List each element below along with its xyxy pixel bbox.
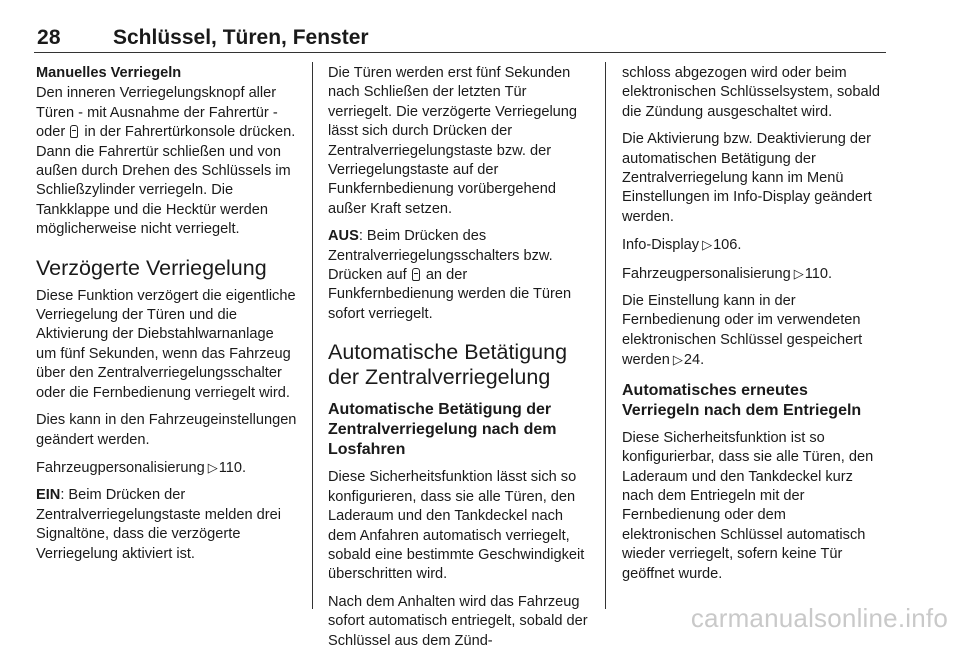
heading-manual-locking: Manuelles Verriegeln xyxy=(36,65,182,81)
paragraph-manual-locking: Den inneren Verriegelungsknopf aller Türen - mit Ausnahme der Fahrertür - oder in der Fahrertürkonsole drücken. Dann die Fahrertür schließen und von außen durch Drehen des Schlüssels im Schließzylinder verriegeln. Die Tankklappe und die Hecktür werden möglicherweise nicht verriegelt. xyxy=(36,85,296,238)
cross-reference-info-display[interactable]: Info-Display ▷106. xyxy=(622,237,742,254)
column-2 xyxy=(328,64,590,659)
page-ref-icon: ▷ xyxy=(702,237,713,253)
lock-key-icon xyxy=(70,125,78,138)
page-ref-icon: ▷ xyxy=(672,352,683,368)
subheading-locking-after-driving: Automatische Betätigung der Zentralverriegelung nach dem Losfahren xyxy=(328,401,557,459)
paragraph-delayed-locking: Diese Funktion verzögert die eigentliche Verriegelung der Türen und die Aktivierung der Diebstahlwarnanlage um fünf Sekunden, wenn das Fahrzeug über den Zentralverriegelungsschalter oder die Fernbedienung verriegelt wird. xyxy=(36,287,296,401)
heading-automatic-relocking: Automatisches erneutes Verriegeln nach dem Entriegeln xyxy=(622,381,862,419)
paragraph-aus: AUS: Beim Drücken des Zentralverriegelungsschalters bzw. Drücken auf an der Funkfernbedienung werden die Türen sofort verriegelt. xyxy=(328,228,572,322)
paragraph-ignition: schloss abgezogen wird oder beim elektronischen Schlüsselsystem, sobald die Zündung ausgeschaltet wird. xyxy=(622,65,880,120)
watermark: carmanualsonline.info xyxy=(690,603,948,633)
column-3 xyxy=(622,64,884,592)
heading-delayed-locking: Verzögerte Verriegelung xyxy=(36,255,267,280)
page-header-title: Schlüssel, Türen, Fenster xyxy=(113,26,369,49)
paragraph-relocking: Diese Sicherheitsfunktion ist so konfigurierbar, dass sie alle Türen, den Laderaum und den Tankdeckel kurz nach dem Entriegeln mit der Fernbedienung oder dem elektronischen Schlüssel automatisch wieder verriegelt, sofern keine Tür geöffnet wurde. xyxy=(622,429,874,582)
paragraph-key-storage: Die Einstellung kann in der Fernbedienung oder im verwendeten elektronischen Schlüssel gespeichert werden ▷24. xyxy=(622,293,863,369)
page-ref-icon: ▷ xyxy=(793,265,804,281)
paragraph-activation: Die Aktivierung bzw. Deaktivierung der automatischen Betätigung der Zentralverriegelung kann im Menü Einstellungen im Info-Display geändert werden. xyxy=(622,131,872,225)
cross-reference-personalization[interactable]: Fahrzeugpersonalisierung ▷110. xyxy=(36,459,247,476)
paragraph-auto-unlock: Nach dem Anhalten wird das Fahrzeug sofort automatisch entriegelt, sobald der Schlüssel aus dem Zünd- xyxy=(328,593,588,649)
paragraph-ein: EIN: Beim Drücken der Zentralverriegelungstaste melden drei Signaltöne, dass die verzögerte Verriegelung aktiviert ist. xyxy=(36,487,281,562)
header-rule xyxy=(34,52,886,53)
lock-key-icon xyxy=(412,268,420,281)
heading-automatic-locking: Automatische Betätigung der Zentralverriegelung xyxy=(328,340,568,390)
column-divider-1 xyxy=(312,62,313,609)
paragraph-delay-override: Die Türen werden erst fünf Sekunden nach Schließen der letzten Tür verriegelt. Die verzögerte Verriegelung lässt sich durch Drücken der Zentralverriegelungstaste bzw. der Verriegelungstaste auf der Funkfernbedienung vorübergehend außer Kraft setzen. xyxy=(328,65,578,217)
cross-reference-personalization[interactable]: Fahrzeugpersonalisierung ▷110. xyxy=(622,265,833,282)
column-divider-2 xyxy=(605,62,606,609)
page-number: 28 xyxy=(37,26,61,49)
column-1 xyxy=(36,64,298,572)
page-ref-icon: ▷ xyxy=(207,459,218,475)
paragraph-safety-function: Diese Sicherheitsfunktion lässt sich so konfigurieren, dass sie alle Türen, den Laderaum und den Tankdeckel nach dem Anfahren automatisch verriegelt, sobald eine bestimmte Geschwindigkeit überschritten wird. xyxy=(328,469,585,583)
paragraph-vehicle-settings: Dies kann in den Fahrzeugeinstellungen geändert werden. xyxy=(36,412,297,448)
